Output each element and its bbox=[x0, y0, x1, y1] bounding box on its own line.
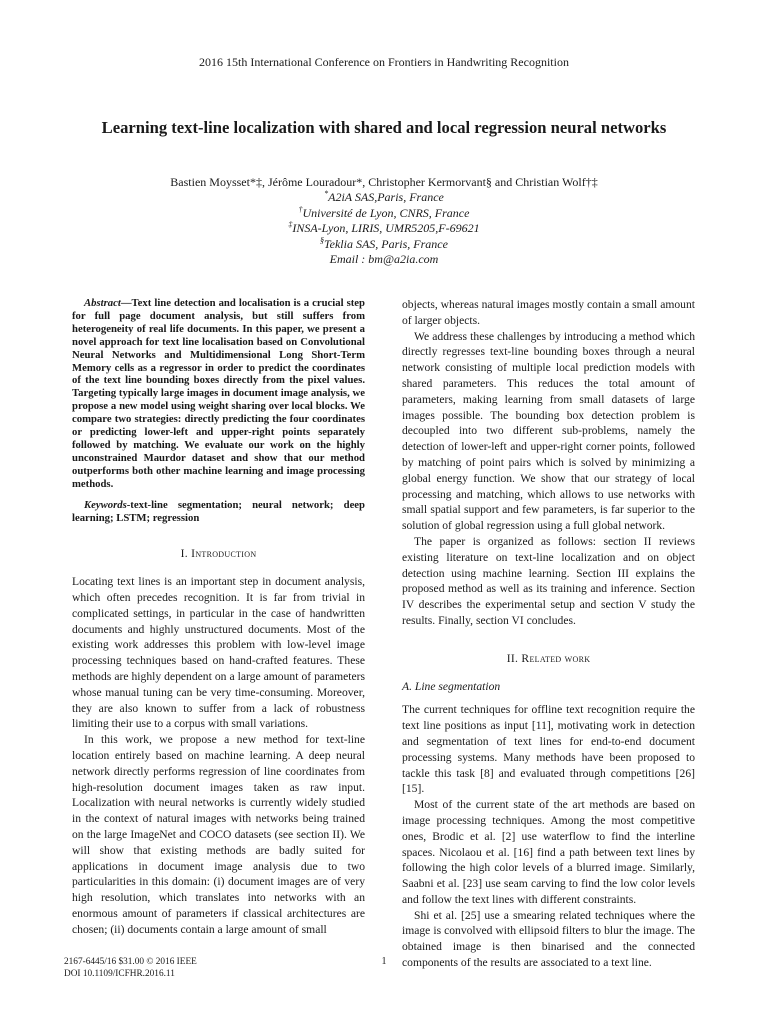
author-block bbox=[0, 175, 768, 267]
affiliation-teklia: §Teklia SAS, Paris, France bbox=[320, 235, 448, 251]
keywords: Keywords-text-line segmentation; neural network; deep learning; LSTM; regression bbox=[72, 498, 365, 524]
intro-paragraph-4: We address these challenges by introducing a method which directly regresses text-line bounding boxes through a neural network consisting of multiple local prediction models with shared parameters. This reduces the total amount of parameters, making learning from small datasets of large images possible. The bounding box detection problem is decoupled into two different sub-problems, namely the detection of lower-left and upper-right corner points, followed by matching of point pairs which is solved by minimizing a global energy function. We show that our strategy of local processing and matching, which allows to use networks with small spatial support and few parameters, is far superior to the solution of global regression using a full global network. bbox=[402, 329, 695, 533]
abstract: Abstract—Text line detection and localisation is a crucial step for full page document analysis, but still suffers from heterogeneity of real life documents. In this paper, we present a novel approach for text line localisation based on Convolutional Neural Networks and Multidimensional Long Short-Term Memory cells as a regressor in order to predict the coordinates of the text line bounding boxes directly from the pixel values. Targeting typically large images in document image analysis, we propose a new model using weight sharing over local blocks. We compare two strategies: directly predicting the four coordinates or predicting lower-left and upper-right points separately followed by matching. We evaluate our work on the highly unconstrained Maurdor dataset and show that our method outperforms both other machine learning and image processing methods. bbox=[72, 297, 365, 490]
section-heading-introduction: I. Introduction bbox=[180, 547, 257, 561]
conference-header: 2016 15th International Conference on Frontiers in Handwriting Recognition bbox=[199, 55, 569, 69]
related-paragraph-3: Shi et al. [25] use a smearing related techniques where the image is convolved with ellipsoid filters to blur the image. The obtained image is then binarised and the connected components of the results are associated to a text line. bbox=[402, 908, 695, 970]
doi-line: DOI 10.1109/ICFHR.2016.11 bbox=[64, 969, 175, 979]
author-email: Email : bm@a2ia.com bbox=[329, 252, 439, 267]
related-paragraph-2: Most of the current state of the art methods are based on image processing techniques. Among the most competitive ones, Brodic et al. [2] use waterflow to find the interline spaces. Nicolaou et al. [16] find a path between text lines by following the high color levels of a blurred image. Similarly, Saabni et al. [23] use seam carving to find the low color levels and follow the text lines with different constraints. bbox=[402, 798, 695, 906]
affiliation-lyon: †Université de Lyon, CNRS, France bbox=[298, 204, 470, 220]
affiliation-insa: ‡INSA-Lyon, LIRIS, UMR5205,F-69621 bbox=[288, 220, 480, 236]
affiliation-a2ia: *A2iA SAS,Paris, France bbox=[324, 189, 444, 205]
paper-title: Learning text-line localization with shared and local regression neural networks bbox=[101, 118, 667, 137]
related-paragraph-1: The current techniques for offline text recognition require the text line positions as input [11], motivating work in detection and segmentation of text lines for end-to-end document processing systems. Many methods have been proposed to tackle this task [8] and evaluated through competitions [26] [15]. bbox=[402, 703, 695, 796]
intro-paragraph-1: Locating text lines is an important step in document analysis, which often precedes recognition. It is far from trivial in complicated settings, in particular in the case of handwritten documents and highly unstructured documents. Most of the existing work addresses this problem with low-level image processing techniques based on hand-crafted features. These methods are highly dependent on a large amount of parameters whose manual tuning can be very time-consuming. Moreover, they are also known to suffer from a lack of robustness limiting their use to a corpus with small variations. bbox=[72, 575, 365, 731]
copyright-line: 2167-6445/16 $31.00 © 2016 IEEE bbox=[64, 957, 197, 967]
subsection-heading-line-segmentation: A. Line segmentation bbox=[402, 679, 501, 693]
right-column bbox=[402, 297, 695, 971]
section-heading-related-work: II. Related work bbox=[506, 651, 591, 665]
intro-paragraph-3: objects, whereas natural images mostly contain a small amount of larger objects. bbox=[402, 298, 695, 327]
intro-paragraph-2: In this work, we propose a new method for text-line location entirely based on machine learning. A deep neural network directly performs regression of line coordinates from high-resolution document images taken as raw input. Localization with neural networks is currently widely studied in the context of natural images with networks being trained on the large ImageNet and COCO datasets (see section II). We will show that existing methods are badly suited for applications in document image analysis due to two particularities in this domain: (i) document images are of very high resolution, which translates into networks with an enormous amount of parameters if classical architectures are chosen; (ii) documents contain a large amount of small bbox=[72, 733, 365, 936]
left-column bbox=[72, 297, 365, 938]
intro-paragraph-5: The paper is organized as follows: section II reviews existing literature on text-line localization and on object detection using machine learning. Section III explains the proposed method as well as its training and inference. Section IV describes the experimental setup and section V study the results. Finally, section VI concludes. bbox=[402, 534, 695, 627]
page-number: 1 bbox=[381, 956, 387, 967]
author-names: Bastien Moysset*‡, Jérôme Louradour*, Christopher Kermorvant§ and Christian Wolf†‡ bbox=[170, 175, 598, 189]
